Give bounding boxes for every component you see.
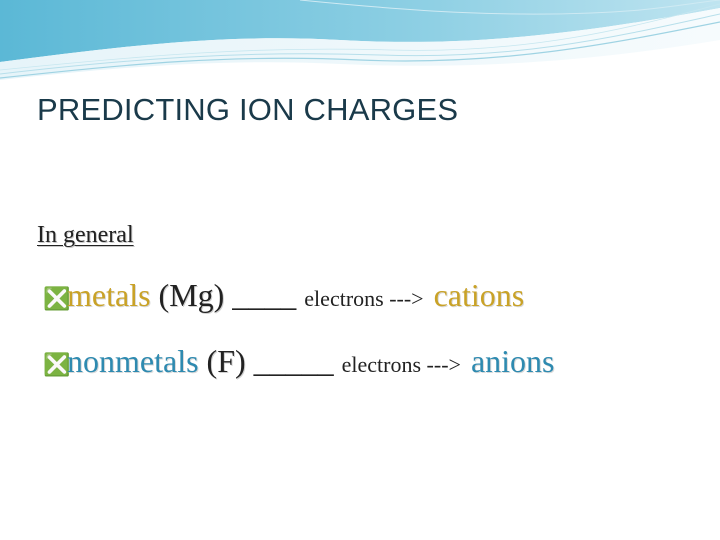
fill-in-blank: ____ <box>232 277 297 313</box>
page-title: PREDICTING ION CHARGES <box>37 92 459 127</box>
header-wave-decoration <box>0 0 720 100</box>
electrons-arrow-text: electrons ---> <box>341 352 461 377</box>
element-symbol: (F) <box>206 343 246 379</box>
fill-in-blank: _____ <box>253 343 334 379</box>
bullet-icon: ❎ <box>43 286 71 311</box>
electrons-arrow-text: electrons ---> <box>304 286 424 311</box>
bullet-item-metals <box>43 277 524 314</box>
element-symbol: (Mg) <box>158 277 225 313</box>
term-nonmetals: nonmetals <box>67 343 199 379</box>
bullet-icon: ❎ <box>43 352 71 377</box>
subheading: In general <box>37 222 134 248</box>
term-metals: metals <box>67 277 151 313</box>
result-anions: anions <box>470 343 555 379</box>
bullet-item-nonmetals <box>43 343 554 380</box>
result-cations: cations <box>433 277 525 313</box>
